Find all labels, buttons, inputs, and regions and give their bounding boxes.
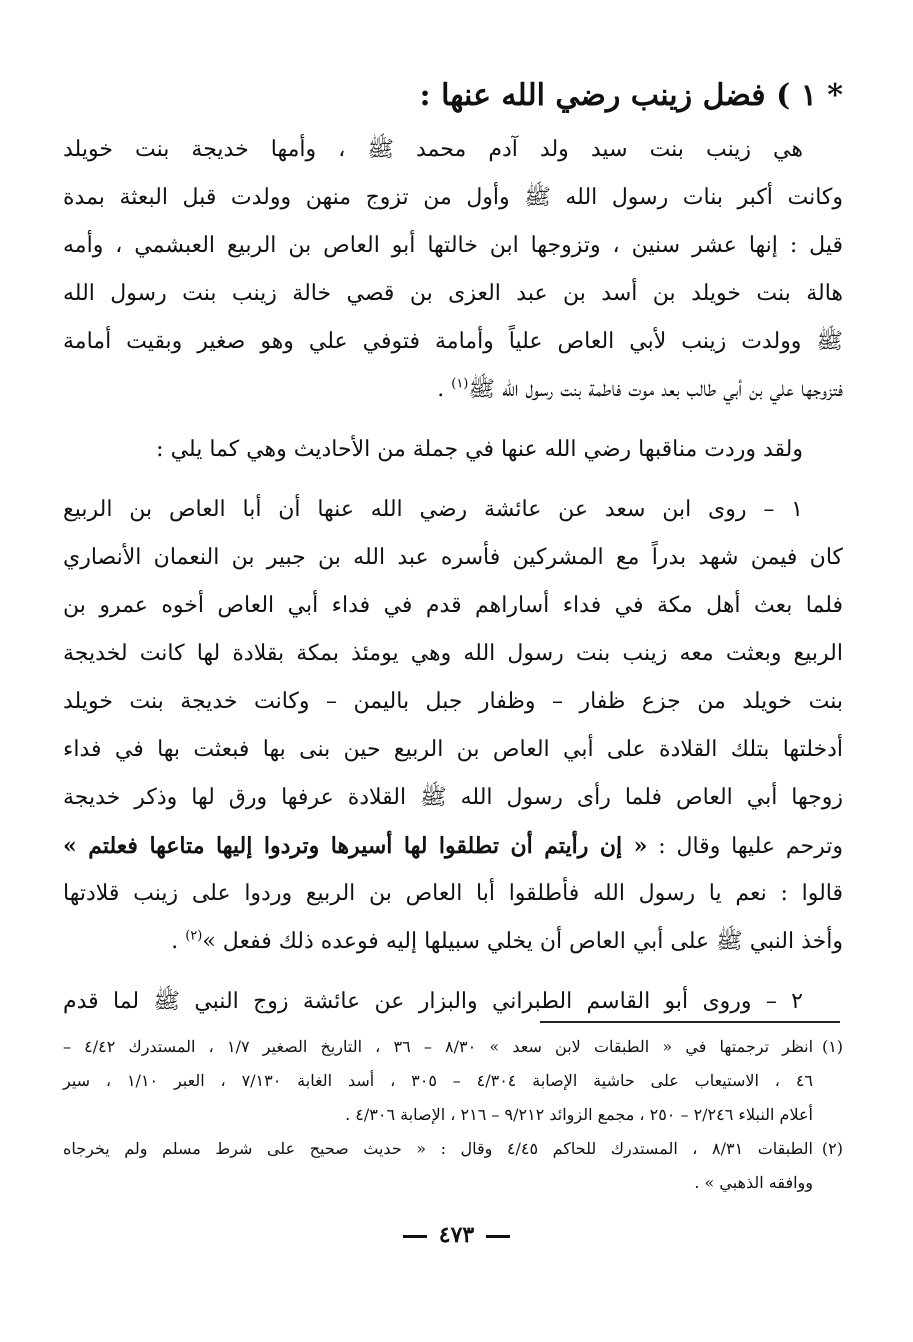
footnote-line: أعلام النبلاء ٢/٢٤٦ – ٢٥٠ ، مجمع الزوائد ٩/٢١٢ – ٢١٦ ، الإصابة ٤/٣٠٦ . (345, 1105, 813, 1124)
body-text (63, 126, 843, 1026)
body-line: قيل : إنها عشر سنين ، وتزوجها ابن خالتها أبو العاص بن الربيع العبشمي ، وأمه (63, 233, 843, 258)
body-line: هي زينب بنت سيد ولد آدم محمد ﷺ ، وأمها خديجة بنت خويلد (63, 137, 803, 162)
body-line: وكانت أكبر بنات رسول الله ﷺ وأول من تزوج منهن وولدت قبل البعثة بمدة (63, 185, 843, 210)
body-line (63, 366, 843, 414)
body-line: أدخلتها بتلك القلادة على أبي العاص بن الربيع حين بنى بها فبعثت بها في فداء (63, 737, 843, 762)
period-mark: . (437, 377, 452, 402)
dash-mark (403, 1235, 427, 1238)
footnote-number: (١) (821, 1037, 844, 1056)
body-line-text: وترحم عليها وقال : (658, 834, 844, 859)
footnote-line (63, 1030, 843, 1064)
section-heading: * ١ ) فضل زينب رضي الله عنها : (419, 78, 843, 113)
footnote-ref-2: (٢) (185, 928, 203, 944)
body-line-text: وأخذ النبي ﷺ على أبي العاص أن يخلي سبيلها إليه فوعده ذلك ففعل » (202, 929, 843, 954)
body-line: قالوا : نعم يا رسول الله فأطلقوا أبا العاص بن الربيع وردوا على زينب قلادتها (63, 881, 843, 906)
footnote-divider (540, 1021, 840, 1023)
body-line: ﷺ وولدت زينب لأبي العاص علياً وأمامة فتوفي علي وهو صغير وبقيت أمامة (63, 329, 843, 354)
footnote-line: ٤٦ ، الاستيعاب على حاشية الإصابة ٤/٣٠٤ – ٣٠٥ ، أسد الغابة ٧/١٣٠ ، العبر ١/١٠ ، سير (63, 1071, 813, 1090)
footnote-line: ووافقه الذهبي » . (694, 1173, 813, 1192)
page-number (0, 1222, 913, 1248)
body-line: ٢ – وروى أبو القاسم الطبراني والبزار عن عائشة زوج النبي ﷺ لما قدم (63, 989, 803, 1014)
footnote-text: الطبقات ٨/٣١ ، المستدرك للحاكم ٤/٤٥ وقال : « حديث صحيح على شرط مسلم ولم يخرجاه (63, 1139, 814, 1158)
body-line (63, 918, 843, 966)
page-number-value: ٤٧٣ (438, 1222, 475, 1248)
body-line: الربيع وبعثت معه زينب بنت رسول الله وهي يومئذ بمكة بقلادة لها كانت لخديجة (63, 641, 843, 666)
footnote-ref-1: (١) (451, 376, 469, 392)
body-line: بنت خويلد من جزع ظفار – وظفار جبل باليمن – وكانت خديجة بنت خويلد (63, 689, 843, 714)
body-line (63, 822, 843, 870)
footnote-number: (٢) (821, 1139, 844, 1158)
body-line: كان فيمن شهد بدراً مع المشركين فأسره عبد الله بن جبير بن النعمان الأنصاري (63, 545, 843, 570)
period-mark: . (171, 929, 186, 954)
body-line: هالة بنت خويلد بن أسد بن عبد العزى بن قصي خالة زينب بنت رسول الله (63, 281, 843, 306)
footnote-text: انظر ترجمتها في « الطبقات لابن سعد » ٨/٣٠ – ٣٦ ، التاريخ الصغير ١/٧ ، المستدرك ٤/٤٢ – (63, 1037, 814, 1056)
body-line: زوجها أبي العاص فلما رأى رسول الله ﷺ القلادة عرفها ورق لها وذكر خديجة (63, 785, 843, 810)
body-line-text: فتزوجها علي بن أبي طالب بعد موت فاطمة بنت رسول الله ﷺ (468, 377, 843, 402)
hadith-quote: « إن رأيتم أن تطلقوا لها أسيرها وتردوا إليها متاعها فعلتم » (63, 833, 648, 859)
footnotes (63, 1030, 843, 1200)
body-line: ١ – روى ابن سعد عن عائشة رضي الله عنها أن أبا العاص بن الربيع (63, 497, 803, 522)
footnote-line (63, 1132, 843, 1166)
body-line: ولقد وردت مناقبها رضي الله عنها في جملة من الأحاديث وهي كما يلي : (156, 437, 803, 462)
body-line: فلما بعث أهل مكة في فداء أساراهم قدم في فداء أبي العاص أخوه عمرو بن (63, 593, 843, 618)
dash-mark (486, 1235, 510, 1238)
